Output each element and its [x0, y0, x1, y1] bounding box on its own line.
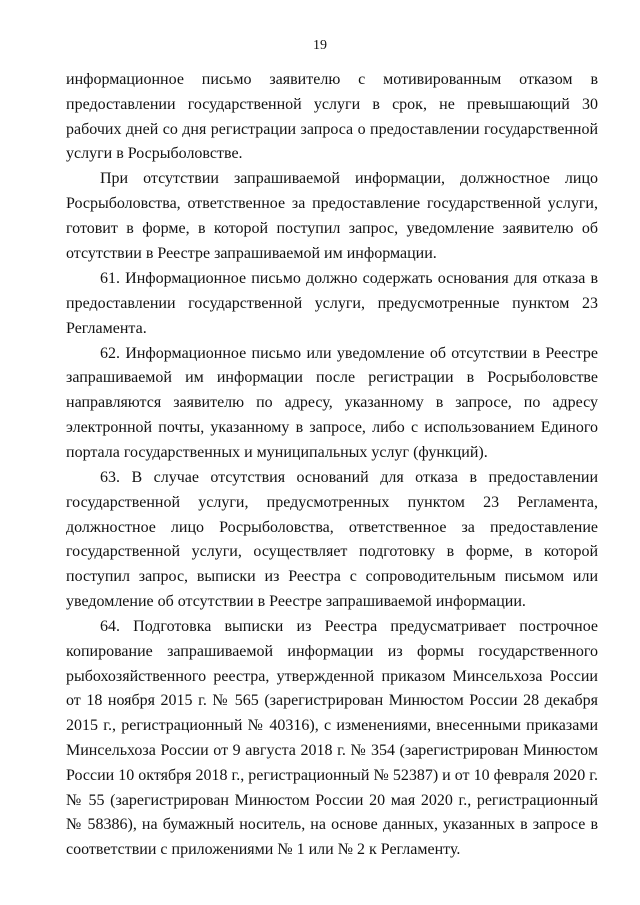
paragraph-absence-notice: При отсутствии запрашиваемой информации, должностное лицо Росрыболовства, ответственное за предоставление государственной услуги, готовит в форме, в которой поступил запрос, уведомление заявителю об отсутствии в Реестре запрашиваемой им информации.	[66, 170, 598, 262]
paragraph-continuation: информационное письмо заявителю с мотивированным отказом в предоставлении государственной услуги в срок, не превышающий 30 рабочих дней со дня регистрации запроса о предоставлении государственной услуги в Росрыболовстве.	[66, 71, 598, 163]
paragraph-62: 62. Информационное письмо или уведомление об отсутствии в Реестре запрашиваемой им информации после регистрации в Росрыболовстве направляются заявителю по адресу, указанному в запросе, по адресу электронной почты, указанному в запросе, либо с использованием Единого портала государственных и муниципальных услуг (функций).	[66, 344, 598, 461]
paragraph-64: 64. Подготовка выписки из Реестра предусматривает построчное копирование запрашиваемой информации из формы государственного рыбохозяйственного реестра, утвержденной приказом Минсельхоза России от 18 ноября 2015 г. № 565 (зарегистрирован Минюстом России 28 декабря 2015 г., регистрационный № 40316), с изменениями, внесенными приказами Минсельхоза России от 9 августа 2018 г. № 354 (зарегистрирован Минюстом России 10 октября 2018 г., регистрационный № 52387) и от 10 февраля 2020 г. № 55 (зарегистрирован Минюстом России 20 мая 2020 г., регистрационный № 58386), на бумажный носитель, на основе данных, указанных в запросе в соответствии с приложениями № 1 или № 2 к Регламенту.	[66, 618, 598, 859]
page-number: 19	[313, 38, 327, 53]
document-body	[66, 68, 598, 863]
paragraph-63: 63. В случае отсутствия оснований для отказа в предоставлении государственной услуги, предусмотренных пунктом 23 Регламента, должностное лицо Росрыболовства, ответственное за предоставление государственной услуги, осуществляет подготовку в форме, в которой поступил запрос, выписки из Реестра с сопроводительным письмом или уведомление об отсутствии в Реестре запрашиваемой информации.	[66, 468, 598, 610]
paragraph-61: 61. Информационное письмо должно содержать основания для отказа в предоставлении государственной услуги, предусмотренные пунктом 23 Регламента.	[66, 269, 598, 337]
